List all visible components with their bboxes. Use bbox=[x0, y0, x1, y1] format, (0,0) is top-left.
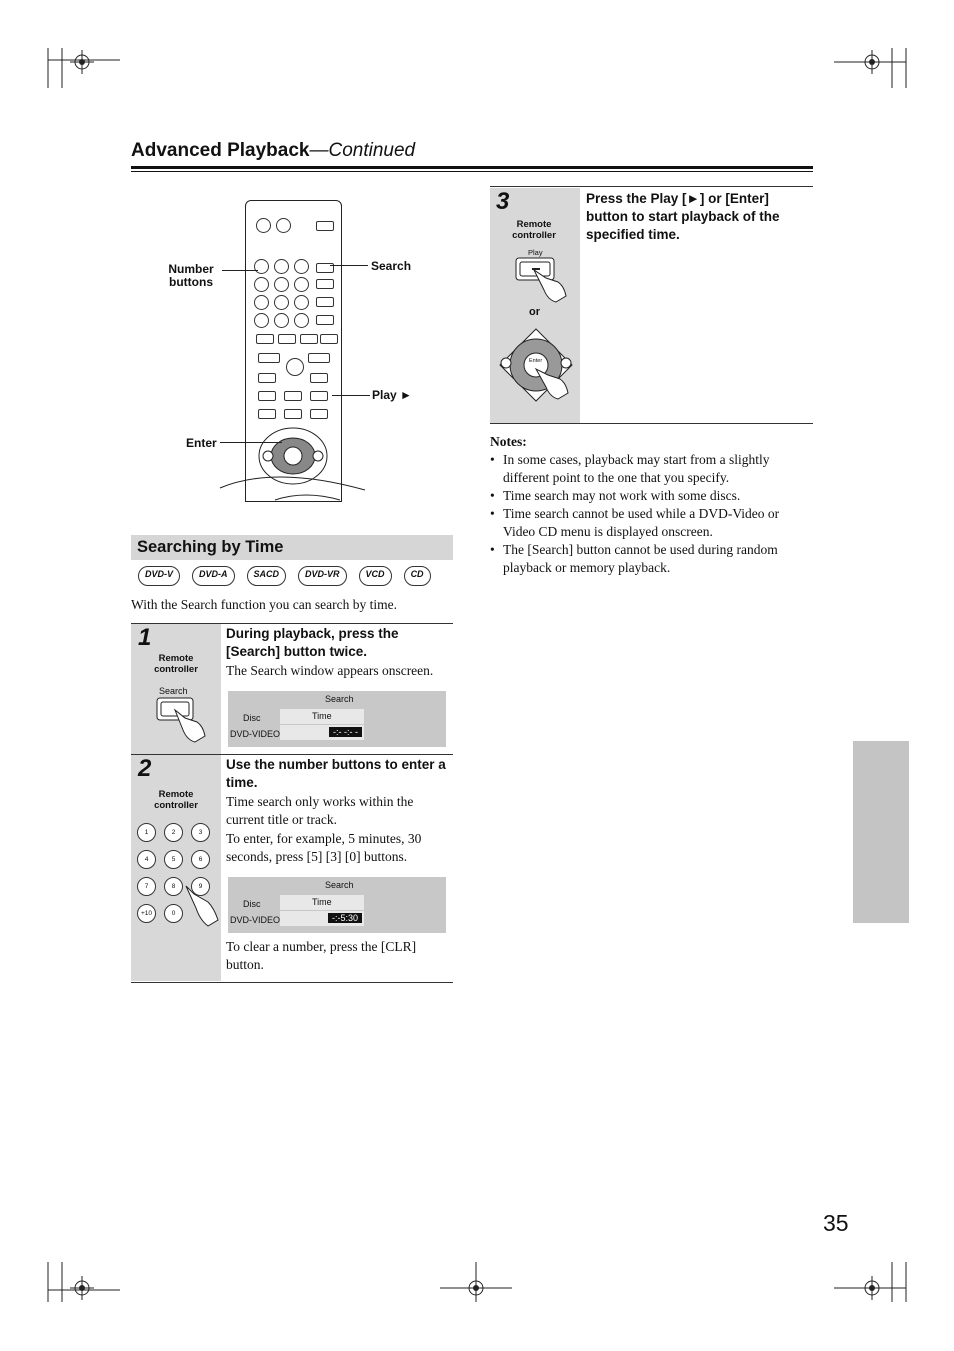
format-logo: DVD-V bbox=[138, 566, 180, 586]
format-logos bbox=[138, 566, 431, 586]
repeat-button-icon bbox=[316, 297, 334, 307]
skip-up-button-icon bbox=[310, 391, 328, 401]
page-header bbox=[131, 140, 415, 162]
search-window-1 bbox=[228, 691, 446, 747]
note-item: • In some cases, playback may start from a slightly different point to the one that you specify. bbox=[490, 451, 814, 487]
step-3-top-border bbox=[490, 186, 813, 187]
rewind-button-icon bbox=[258, 409, 276, 419]
callout-line bbox=[222, 270, 258, 271]
key-clr-icon bbox=[294, 313, 309, 328]
screen-time-header bbox=[280, 895, 364, 910]
key-3-icon bbox=[294, 259, 309, 274]
screen-time-label: Time bbox=[312, 711, 332, 721]
key-4-icon bbox=[254, 277, 269, 292]
format-logo: DVD-VR bbox=[298, 566, 347, 586]
callout-line bbox=[220, 442, 282, 443]
callout-play: Play ► bbox=[372, 388, 412, 402]
section-title: Searching by Time bbox=[131, 535, 453, 560]
note-item: • The [Search] button cannot be used during random playback or memory playback. bbox=[490, 541, 814, 577]
open-close-button-icon bbox=[316, 221, 334, 231]
step-3-heading: Press the Play [►] or [Enter] button to start playback of the specified time. bbox=[586, 191, 780, 242]
callout-number-buttons: Number buttons bbox=[168, 262, 214, 289]
play-button-press-icon bbox=[514, 256, 574, 306]
callout-line bbox=[330, 265, 368, 266]
angle-button-icon bbox=[300, 334, 318, 344]
screen-time-field bbox=[280, 911, 364, 926]
finger-press-icon bbox=[180, 880, 220, 940]
key-plus10-icon bbox=[254, 313, 269, 328]
standby-button-icon bbox=[276, 218, 291, 233]
format-logo: DVD-A bbox=[192, 566, 235, 586]
format-logo: SACD bbox=[247, 566, 287, 586]
slow-rev-button-icon bbox=[258, 373, 276, 383]
format-logo: CD bbox=[404, 566, 431, 586]
step-1-body: The Search window appears onscreen. bbox=[226, 663, 434, 678]
memory-button-icon bbox=[316, 279, 334, 289]
pause-button-icon bbox=[286, 358, 304, 376]
skip-down-button-icon bbox=[258, 391, 276, 401]
keypad-key: 6 bbox=[191, 850, 210, 869]
screen-time-header bbox=[280, 709, 364, 724]
play-button-icon bbox=[284, 391, 302, 401]
audio-button-icon bbox=[256, 334, 274, 344]
key-5-icon bbox=[274, 277, 289, 292]
step-3-number: 3 bbox=[496, 188, 510, 215]
step-2-number: 2 bbox=[138, 755, 152, 782]
fast-forward-button-icon bbox=[310, 409, 328, 419]
display-button-icon bbox=[320, 334, 338, 344]
screen-title: Search bbox=[325, 880, 354, 890]
keypad-key: 7 bbox=[137, 877, 156, 896]
screen-disc-label: Disc bbox=[243, 713, 261, 723]
screen-disc-label: Disc bbox=[243, 899, 261, 909]
step-1-number: 1 bbox=[138, 624, 152, 651]
note-item: • Time search cannot be used while a DVD-Video or Video CD menu is displayed onscreen. bbox=[490, 505, 814, 541]
search-window-2 bbox=[228, 877, 446, 933]
key-7-icon bbox=[254, 295, 269, 310]
callout-enter: Enter bbox=[186, 436, 217, 450]
key-6-icon bbox=[294, 277, 309, 292]
keypad-key: 0 bbox=[164, 904, 183, 923]
step-3-remote-label: Remote controller bbox=[512, 219, 556, 241]
screen-time-value: -:-5:30 bbox=[328, 913, 362, 923]
notes-title: Notes: bbox=[490, 434, 527, 449]
keypad-key: 9 bbox=[191, 877, 210, 896]
step-3-button-label: Play bbox=[528, 248, 543, 257]
key-8-icon bbox=[274, 295, 289, 310]
section-intro: With the Search function you can search by time. bbox=[131, 597, 397, 612]
header-title: Advanced Playback bbox=[131, 140, 310, 161]
last-memory-button-icon bbox=[308, 353, 330, 363]
remote-cord-icon bbox=[215, 470, 385, 510]
page-number: 35 bbox=[823, 1210, 849, 1236]
callout-search: Search bbox=[371, 259, 412, 273]
step-2-body-1: Time search only works within the current title or track. bbox=[226, 794, 414, 827]
keypad-key: 4 bbox=[137, 850, 156, 869]
step-3-bottom-border bbox=[490, 423, 813, 424]
header-rule-thin bbox=[131, 171, 813, 172]
step-2-body-2: To enter, for example, 5 minutes, 30 seconds, press [5] [3] [0] buttons. bbox=[226, 831, 422, 864]
header-continued: —Continued bbox=[309, 140, 416, 161]
on-button-icon bbox=[256, 218, 271, 233]
slow-fwd-button-icon bbox=[310, 373, 328, 383]
step-1-remote-label: Remote controller bbox=[154, 653, 198, 675]
key-9-icon bbox=[294, 295, 309, 310]
header-rule bbox=[131, 166, 813, 169]
screen-time-label: Time bbox=[312, 897, 332, 907]
callout-line bbox=[332, 395, 370, 396]
step-2-footer: To clear a number, press the [CLR] button. bbox=[226, 939, 417, 972]
key-2-icon bbox=[274, 259, 289, 274]
ab-button-icon bbox=[316, 315, 334, 325]
keypad-key: 3 bbox=[191, 823, 210, 842]
step-2-remote-label: Remote controller bbox=[154, 789, 198, 811]
step-1-heading: During playback, press the [Search] button twice. bbox=[226, 626, 399, 659]
keypad-key: 1 bbox=[137, 823, 156, 842]
step-1-button-label: Search bbox=[159, 686, 188, 696]
side-tab bbox=[853, 741, 909, 923]
keypad-key: 5 bbox=[164, 850, 183, 869]
notes bbox=[490, 433, 814, 577]
search-button-press-icon bbox=[155, 696, 215, 746]
stop-button-icon bbox=[284, 409, 302, 419]
enter-dpad-press-icon bbox=[494, 325, 578, 405]
screen-format: DVD-VIDEO bbox=[230, 915, 281, 925]
screen-time-value: -:- -:- - bbox=[329, 727, 362, 737]
keypad-key: +10 bbox=[137, 904, 156, 923]
screen-format: DVD-VIDEO bbox=[230, 729, 281, 739]
format-logo: VCD bbox=[359, 566, 392, 586]
note-item: • Time search may not work with some discs. bbox=[490, 487, 814, 505]
step-divider bbox=[131, 754, 453, 755]
keypad-key: 2 bbox=[164, 823, 183, 842]
random-button-icon bbox=[258, 353, 280, 363]
screen-title: Search bbox=[325, 694, 354, 704]
subtitle-button-icon bbox=[278, 334, 296, 344]
keypad-key: 8 bbox=[164, 877, 183, 896]
key-1-icon bbox=[254, 259, 269, 274]
step-3-or: or bbox=[529, 306, 540, 318]
screen-time-field bbox=[280, 725, 364, 740]
step-3-enter-label: Enter bbox=[529, 358, 543, 364]
step-2-heading: Use the number buttons to enter a time. bbox=[226, 757, 446, 790]
remote-illustration bbox=[245, 200, 342, 502]
key-0-icon bbox=[274, 313, 289, 328]
